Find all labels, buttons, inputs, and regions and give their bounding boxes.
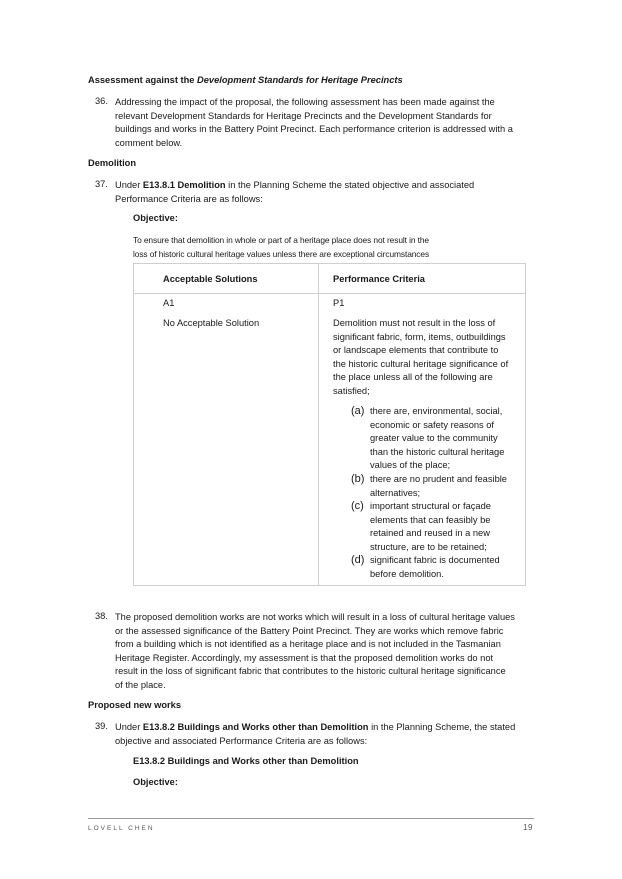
table-cell-p1: P1 [333,298,345,308]
table-divider [134,293,525,294]
table-header-performance-criteria: Performance Criteria [333,274,425,284]
objective-text: To ensure that demolition in whole or part of a heritage place does not result in the loss of historic cultural heritage values unless there are exceptional circumstances [133,235,430,259]
paragraph-38: The proposed demolition works are not works which will result in a loss of cultural heritage values or the assessed significance of the Battery Point Precinct. They are works which remove fabric from a building which is not identified as a heritage place and is not included in the Tasmanian Heritage Register. Accordingly, my assessment is that the proposed demolition works do not result in the loss of significant fabric that contributes to the historic cultural heritage significance of the place. [115,612,515,690]
standards-table: Acceptable Solutions Performance Criteria A1 P1 No Acceptable Solution Demolition must not result in the loss of significant fabric, form, items, outbuildings or landscape elements that contribute to the historic cultural heritage significance of the place unless all of the following are satisfied; (a) there are, environmental, social, economic or safety reasons of greater value to the community than the historic cultural heritage values of the place; (b) there are no prudent and feasible alternatives; (c) important structural or façade elements that can feasibly be retained and reused in a new structure, are to be retained; (d) significant fabric is documented before demolition. [133,263,526,586]
paragraph-37: Under E13.8.1 Demolition in the Planning Scheme the stated objective and associated Performance Criteria are as follows: [115,180,475,204]
footer-brand: LOVELL CHEN [88,825,155,832]
paragraph-number: 39. [95,721,108,731]
table-cell-a1: A1 [163,298,175,308]
new-works-heading: Proposed new works [88,700,181,710]
page-number: 19 [523,823,533,832]
table-header-acceptable-solutions: Acceptable Solutions [163,274,258,284]
paragraph-39: Under E13.8.2 Buildings and Works other than Demolition in the Planning Scheme, the stated objective and associated Performance Criteria are as follows: [115,722,516,746]
paragraph-number: 38. [95,611,108,621]
objective-label: Objective: [133,213,178,223]
paragraph-number: 36. [95,96,108,106]
table-divider [318,264,319,585]
section-heading: Assessment against the Development Standards for Heritage Precincts [88,75,403,85]
sub-heading: E13.8.2 Buildings and Works other than Demolition [133,756,359,766]
table-cell-p1-text: Demolition must not result in the loss of significant fabric, form, items, outbuildings or landscape elements that contribute to the historic cultural heritage significance of the place unless all of the following are satisfied; [333,318,509,396]
paragraph-36: Addressing the impact of the proposal, the following assessment has been made against the relevant Development Standards for Heritage Precincts and the Development Standards for buildings and works in the Battery Point Precinct. Each performance criterion is addressed with a comment below. [115,97,513,148]
objective-label-2: Objective: [133,777,178,787]
footer-rule [88,818,534,819]
demolition-heading: Demolition [88,158,137,168]
paragraph-number: 37. [95,179,108,189]
table-cell-a1-text: No Acceptable Solution [163,318,260,328]
